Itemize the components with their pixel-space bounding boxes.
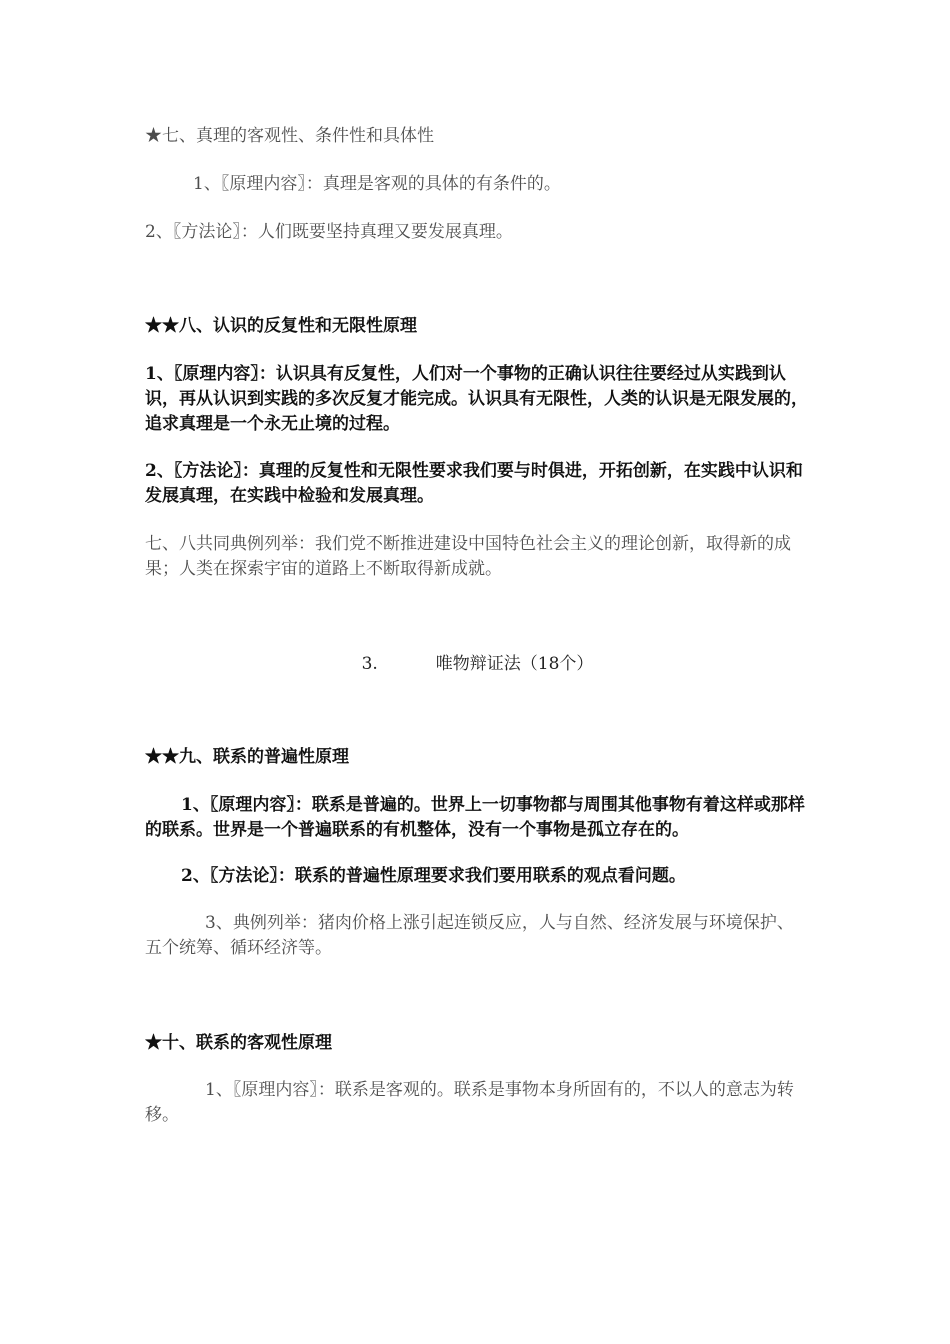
section-10-principle: 1、〖原理内容〗：联系是客观的。联系是事物本身所固有的，不以人的意志为转移。 bbox=[145, 1080, 794, 1125]
section-8-heading: ★★八、认识的反复性和无限性原理 bbox=[145, 316, 417, 336]
section-9-heading: ★★九、联系的普遍性原理 bbox=[145, 747, 349, 767]
section-7-methodology: 2、〖方法论〗：人们既要坚持真理又要发展真理。 bbox=[145, 222, 513, 242]
chapter-number: 3. bbox=[361, 654, 378, 674]
chapter-title: 唯物辩证法（18个） bbox=[435, 654, 594, 674]
section-7-heading: ★七、真理的客观性、条件性和具体性 bbox=[145, 126, 434, 146]
section-10-heading: ★十、联系的客观性原理 bbox=[145, 1033, 332, 1053]
section-9-principle: 1、〖原理内容〗：联系是普遍的。世界上一切事物都与周围其他事物有着这样或那样的联系。世界是一个普遍联系的有机整体，没有一个事物是孤立存在的。 bbox=[145, 795, 805, 840]
section-9-methodology: 2、〖方法论〗：联系的普遍性原理要求我们要用联系的观点看问题。 bbox=[181, 866, 686, 886]
section-7-8-examples: 七、八共同典例列举：我们党不断推进建设中国特色社会主义的理论创新，取得新的成果；人类在探索宇宙的道路上不断取得新成就。 bbox=[145, 534, 791, 579]
section-7-principle: 1、〖原理内容〗：真理是客观的具体的有条件的。 bbox=[193, 174, 561, 194]
chapter-heading bbox=[145, 652, 810, 677]
section-8-principle: 1、〖原理内容〗：认识具有反复性，人们对一个事物的正确认识往往要经过从实践到认识，再从认识到实践的多次反复才能完成。认识具有无限性，人类的认识是无限发展的，追求真理是一个永无止境的过程。 bbox=[145, 364, 808, 434]
section-9-examples: 3、典例列举：猪肉价格上涨引起连锁反应，人与自然、经济发展与环境保护、五个统筹、循环经济等。 bbox=[145, 913, 794, 958]
section-8-methodology: 2、〖方法论〗：真理的反复性和无限性要求我们要与时俱进，开拓创新，在实践中认识和发展真理，在实践中检验和发展真理。 bbox=[145, 461, 803, 506]
